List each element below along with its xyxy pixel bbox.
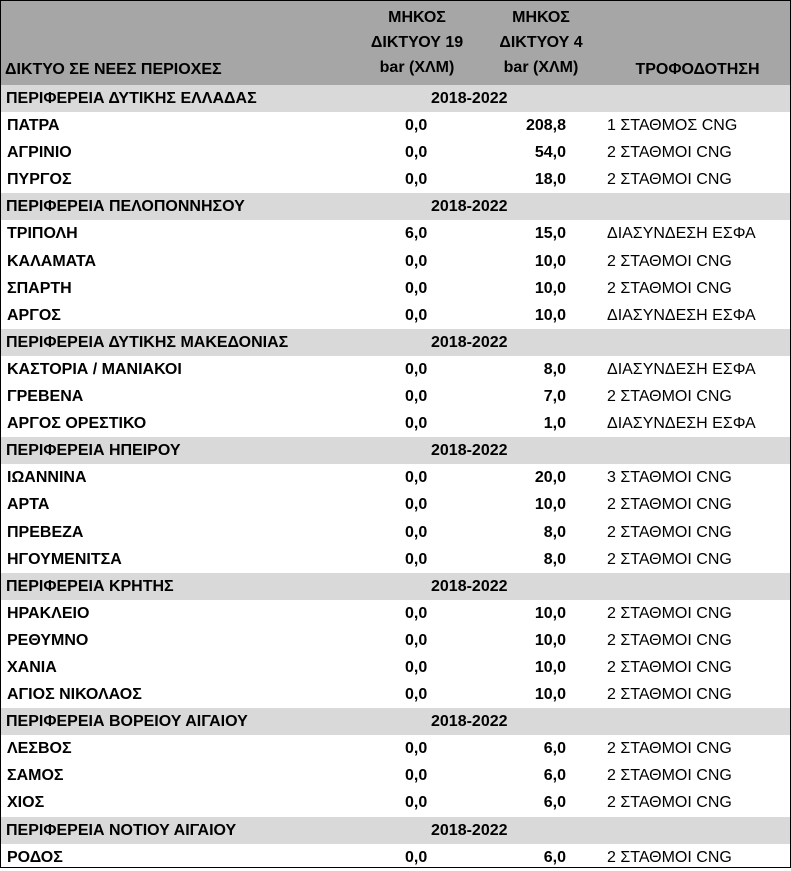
- feed-value: ΔΙΑΣΥΝΔΕΣΗ ΕΣΦΑ: [607, 225, 756, 243]
- feed-value: 2 ΣΤΑΘΜΟΙ CNG: [607, 686, 732, 704]
- length-4bar-value: 6,0: [543, 794, 566, 812]
- region-row: [1, 193, 790, 220]
- city-name: ΠΥΡΓΟΣ: [7, 171, 72, 189]
- city-name: ΡΟΔΟΣ: [7, 848, 63, 866]
- region-period: 2018-2022: [431, 821, 508, 839]
- city-name: ΗΓΟΥΜΕΝΙΤΣΑ: [7, 550, 122, 568]
- region-name: ΠΕΡΙΦΕΡΕΙΑ ΗΠΕΙΡΟΥ: [6, 442, 181, 460]
- length-4bar-value: 18,0: [534, 171, 566, 189]
- feed-value: 2 ΣΤΑΘΜΟΙ CNG: [607, 144, 732, 162]
- table-row: [1, 519, 790, 546]
- feed-value: 2 ΣΤΑΘΜΟΙ CNG: [607, 767, 732, 785]
- feed-value: 2 ΣΤΑΘΜΟΙ CNG: [607, 523, 732, 541]
- length-19bar-value: 0,0: [405, 252, 428, 270]
- length-19bar-value: 0,0: [405, 469, 428, 487]
- feed-value: 1 ΣΤΑΘΜΟΣ CNG: [607, 117, 738, 135]
- length-19bar-value: 0,0: [405, 686, 428, 704]
- length-4bar-value: 6,0: [543, 767, 566, 785]
- region-name: ΠΕΡΙΦΕΡΕΙΑ ΚΡΗΤΗΣ: [6, 577, 174, 595]
- feed-value: 2 ΣΤΑΘΜΟΙ CNG: [607, 658, 732, 676]
- header-length-4bar-line: ΜΗΚΟΣ: [512, 9, 570, 26]
- table-row: [1, 844, 790, 871]
- table-row: [1, 139, 790, 166]
- table-body: [1, 85, 790, 871]
- city-name: ΑΓΡΙΝΙΟ: [7, 144, 72, 162]
- table-row: [1, 220, 790, 247]
- length-4bar-value: 6,0: [543, 848, 566, 866]
- city-name: ΧΑΝΙΑ: [7, 658, 57, 676]
- feed-value: 2 ΣΤΑΘΜΟΙ CNG: [607, 604, 732, 622]
- header-length-19bar-line: bar (ΧΛΜ): [379, 59, 455, 76]
- feed-value: 2 ΣΤΑΘΜΟΙ CNG: [607, 848, 732, 866]
- city-name: ΠΑΤΡΑ: [7, 117, 60, 135]
- length-19bar-value: 0,0: [405, 631, 428, 649]
- length-19bar-value: 0,0: [405, 306, 428, 324]
- length-19bar-value: 0,0: [405, 848, 428, 866]
- length-4bar-value: 8,0: [543, 523, 566, 541]
- region-row: [1, 573, 790, 600]
- table-row: [1, 762, 790, 789]
- feed-value: 2 ΣΤΑΘΜΟΙ CNG: [607, 252, 732, 270]
- region-name: ΠΕΡΙΦΕΡΕΙΑ ΔΥΤΙΚΗΣ ΕΛΛΑΔΑΣ: [6, 90, 257, 107]
- length-4bar-value: 10,0: [534, 279, 566, 297]
- city-name: ΚΑΣΤΟΡΙΑ / ΜΑΝΙΑΚΟΙ: [7, 360, 182, 378]
- city-name: ΑΡΤΑ: [7, 496, 50, 514]
- length-4bar-value: 20,0: [534, 469, 566, 487]
- length-19bar-value: 0,0: [405, 604, 428, 622]
- length-19bar-value: 0,0: [405, 523, 428, 541]
- city-name: ΓΡΕΒΕΝΑ: [7, 388, 84, 406]
- header-length-19bar: [361, 5, 473, 80]
- feed-value: 2 ΣΤΑΘΜΟΙ CNG: [607, 171, 732, 189]
- length-4bar-value: 10,0: [534, 496, 566, 514]
- table-row: [1, 464, 790, 491]
- length-19bar-value: 0,0: [405, 794, 428, 812]
- length-4bar-value: 10,0: [534, 658, 566, 676]
- table-row: [1, 356, 790, 383]
- header-length-4bar-line: bar (ΧΛΜ): [503, 59, 579, 76]
- length-4bar-value: 8,0: [543, 360, 566, 378]
- length-4bar-value: 7,0: [543, 388, 566, 406]
- region-row: [1, 817, 790, 844]
- length-19bar-value: 0,0: [405, 767, 428, 785]
- region-period: 2018-2022: [431, 198, 508, 216]
- city-name: ΙΩΑΝΝΙΝΑ: [7, 469, 87, 487]
- length-19bar-value: 0,0: [405, 496, 428, 514]
- table-row: [1, 600, 790, 627]
- region-row: [1, 437, 790, 464]
- length-4bar-value: 10,0: [534, 686, 566, 704]
- header-feed: ΤΡΟΦΟΔΟΤΗΣΗ: [635, 61, 760, 78]
- table-row: [1, 275, 790, 302]
- header-length-19bar-line: ΜΗΚΟΣ: [388, 9, 446, 26]
- city-name: ΧΙΟΣ: [7, 794, 45, 812]
- length-19bar-value: 0,0: [405, 388, 428, 406]
- city-name: ΡΕΘΥΜΝΟ: [7, 631, 89, 649]
- length-19bar-value: 0,0: [405, 658, 428, 676]
- table-row: [1, 248, 790, 275]
- length-4bar-value: 54,0: [534, 144, 566, 162]
- table-header: [1, 1, 790, 85]
- city-name: ΑΡΓΟΣ ΟΡΕΣΤΙΚΟ: [7, 415, 147, 433]
- table-row: [1, 112, 790, 139]
- length-19bar-value: 0,0: [405, 117, 428, 135]
- length-4bar-value: 208,8: [525, 117, 566, 135]
- table-row: [1, 654, 790, 681]
- table-row: [1, 166, 790, 193]
- length-4bar-value: 8,0: [543, 550, 566, 568]
- length-4bar-value: 1,0: [543, 415, 566, 433]
- header-length-19bar-line: ΔΙΚΤΥΟΥ 19: [370, 34, 464, 51]
- city-name: ΚΑΛΑΜΑΤΑ: [7, 252, 97, 270]
- feed-value: 3 ΣΤΑΘΜΟΙ CNG: [607, 469, 732, 487]
- table-row: [1, 383, 790, 410]
- length-19bar-value: 0,0: [405, 144, 428, 162]
- length-19bar-value: 0,0: [405, 360, 428, 378]
- length-19bar-value: 0,0: [405, 415, 428, 433]
- feed-value: ΔΙΑΣΥΝΔΕΣΗ ΕΣΦΑ: [607, 306, 756, 324]
- city-name: ΣΠΑΡΤΗ: [7, 279, 72, 297]
- city-name: ΤΡΙΠΟΛΗ: [7, 225, 78, 243]
- region-period: 2018-2022: [431, 577, 508, 595]
- city-name: ΑΓΙΟΣ ΝΙΚΟΛΑΟΣ: [7, 686, 142, 704]
- feed-value: 2 ΣΤΑΘΜΟΙ CNG: [607, 740, 732, 758]
- region-period: 2018-2022: [431, 90, 508, 107]
- city-name: ΛΕΣΒΟΣ: [7, 740, 72, 758]
- feed-value: 2 ΣΤΑΘΜΟΙ CNG: [607, 631, 732, 649]
- length-4bar-value: 10,0: [534, 306, 566, 324]
- table-row: [1, 302, 790, 329]
- city-name: ΑΡΓΟΣ: [7, 306, 61, 324]
- length-4bar-value: 10,0: [534, 252, 566, 270]
- header-length-4bar-line: ΔΙΚΤΥΟΥ 4: [499, 34, 583, 51]
- length-19bar-value: 0,0: [405, 279, 428, 297]
- region-period: 2018-2022: [431, 333, 508, 351]
- region-name: ΠΕΡΙΦΕΡΕΙΑ ΒΟΡΕΙΟΥ ΑΙΓΑΙΟΥ: [6, 713, 248, 731]
- feed-value: 2 ΣΤΑΘΜΟΙ CNG: [607, 388, 732, 406]
- length-4bar-value: 10,0: [534, 604, 566, 622]
- length-4bar-value: 15,0: [534, 225, 566, 243]
- region-row: [1, 85, 790, 112]
- table-row: [1, 491, 790, 518]
- region-period: 2018-2022: [431, 442, 508, 460]
- table-row: [1, 627, 790, 654]
- length-19bar-value: 0,0: [405, 171, 428, 189]
- region-name: ΠΕΡΙΦΕΡΕΙΑ ΝΟΤΙΟΥ ΑΙΓΑΙΟΥ: [6, 821, 237, 839]
- region-period: 2018-2022: [431, 713, 508, 731]
- city-name: ΗΡΑΚΛΕΙΟ: [7, 604, 90, 622]
- feed-value: ΔΙΑΣΥΝΔΕΣΗ ΕΣΦΑ: [607, 415, 756, 433]
- region-row: [1, 708, 790, 735]
- header-title: ΔΙΚΤΥΟ ΣΕ ΝΕΕΣ ΠΕΡΙΟΧΕΣ: [5, 61, 222, 78]
- table-row: [1, 681, 790, 708]
- region-row: [1, 329, 790, 356]
- feed-value: 2 ΣΤΑΘΜΟΙ CNG: [607, 279, 732, 297]
- length-19bar-value: 0,0: [405, 740, 428, 758]
- city-name: ΣΑΜΟΣ: [7, 767, 64, 785]
- header-length-4bar: [485, 5, 597, 80]
- table-row: [1, 735, 790, 762]
- table-row: [1, 410, 790, 437]
- region-name: ΠΕΡΙΦΕΡΕΙΑ ΠΕΛΟΠΟΝΝΗΣΟΥ: [6, 198, 245, 216]
- feed-value: 2 ΣΤΑΘΜΟΙ CNG: [607, 794, 732, 812]
- length-19bar-value: 6,0: [405, 225, 428, 243]
- region-name: ΠΕΡΙΦΕΡΕΙΑ ΔΥΤΙΚΗΣ ΜΑΚΕΔΟΝΙΑΣ: [6, 333, 289, 351]
- city-name: ΠΡΕΒΕΖΑ: [7, 523, 84, 541]
- length-4bar-value: 10,0: [534, 631, 566, 649]
- length-4bar-value: 6,0: [543, 740, 566, 758]
- table-row: [1, 789, 790, 816]
- length-19bar-value: 0,0: [405, 550, 428, 568]
- table-row: [1, 546, 790, 573]
- feed-value: 2 ΣΤΑΘΜΟΙ CNG: [607, 550, 732, 568]
- feed-value: ΔΙΑΣΥΝΔΕΣΗ ΕΣΦΑ: [607, 360, 756, 378]
- feed-value: 2 ΣΤΑΘΜΟΙ CNG: [607, 496, 732, 514]
